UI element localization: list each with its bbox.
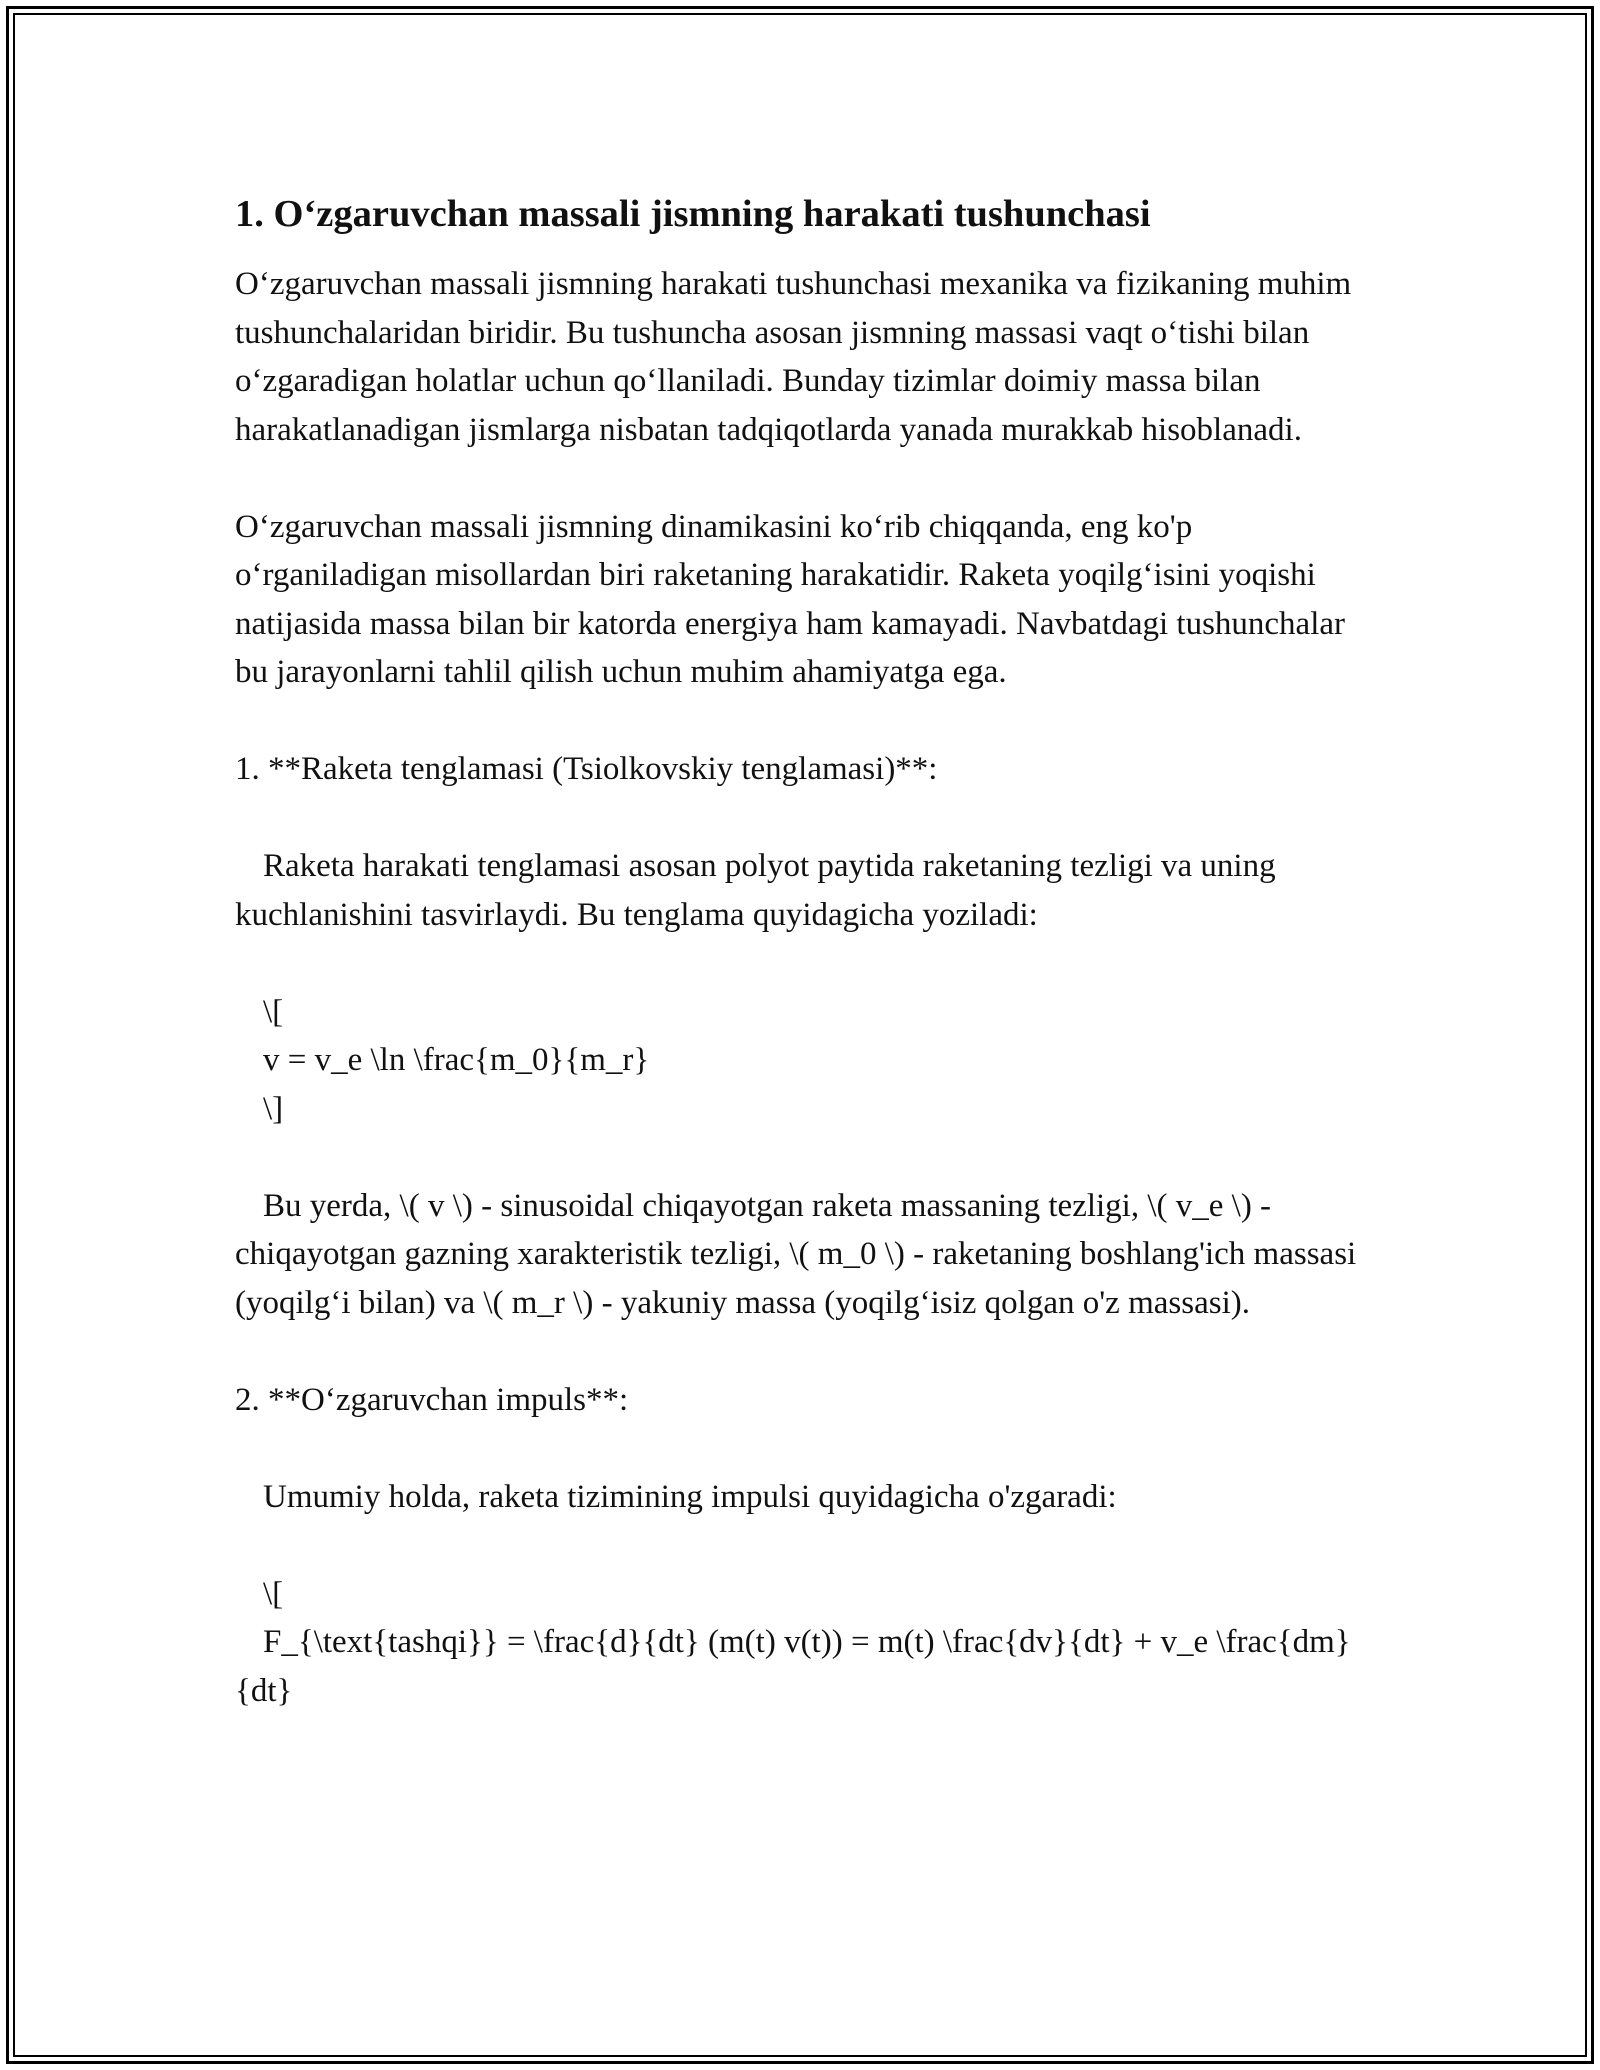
item-1-intro: Raketa harakati tenglamasi asosan polyot paytida raketaning tezligi va uning kuchlanishini tasvirlaydi. Bu tenglama quyidagicha yoziladi: bbox=[235, 848, 1276, 933]
rocket-equation-block bbox=[235, 988, 1370, 1134]
item-2-intro: Umumiy holda, raketa tizimining impulsi quyidagicha o'zgaradi: bbox=[263, 1478, 1117, 1515]
document-body bbox=[235, 188, 1370, 1715]
impulse-equation: F_{\text{tashqi}} = \frac{d}{dt} (m(t) v(t)) = m(t) \frac{dv}{dt} + v_e \frac{dm}{dt} bbox=[235, 1624, 1351, 1709]
section-heading: 1. O‘zgaruvchan massali jismning harakati tushunchasi bbox=[235, 193, 1151, 235]
impulse-equation-block bbox=[235, 1570, 1370, 1716]
item-1-title: 1. **Raketa tenglamasi (Tsiolkovskiy tenglamasi)**: bbox=[235, 751, 938, 787]
item-2-title: 2. **O‘zgaruvchan impuls**: bbox=[235, 1381, 629, 1418]
formula-open: \[ bbox=[263, 993, 284, 1030]
rocket-equation: v = v_e \ln \frac{m_0}{m_r} bbox=[263, 1042, 650, 1078]
paragraph-dynamics: O‘zgaruvchan massali jismning dinamikasini ko‘rib chiqqanda, eng ko'p o‘rganiladigan misollardan biri raketaning harakatidir. Raketa yoqilg‘isini yoqishi natijasida massa bilan bir katorda energiya ham kamayadi. Navbatdagi tushunchalar bu jarayonlarni tahlil qilish uchun muhim ahamiyatga ega. bbox=[235, 508, 1346, 690]
formula-close: \] bbox=[263, 1090, 284, 1127]
paragraph-intro: O‘zgaruvchan massali jismning harakati tushunchasi mexanika va fizikaning muhim tushunchalaridan biridir. Bu tushuncha asosan jismning massasi vaqt o‘tishi bilan o‘zgaradigan holatlar uchun qo‘llaniladi. Bunday tizimlar doimiy massa bilan harakatlanadigan jismlarga nisbatan tadqiqotlarda yanada murakkab hisoblanadi. bbox=[235, 266, 1352, 448]
formula-open: \[ bbox=[263, 1575, 284, 1612]
item-1-explanation: Bu yerda, \( v \) - sinusoidal chiqayotgan raketa massaning tezligi, \( v_e \) - chiqayotgan gazning xarakteristik tezligi, \( m_0 \) - raketaning boshlang'ich massasi (yoqilg‘i bilan) va \( m_r \) - yakuniy massa (yoqilg‘isiz qolgan o'z massasi). bbox=[235, 1187, 1357, 1321]
